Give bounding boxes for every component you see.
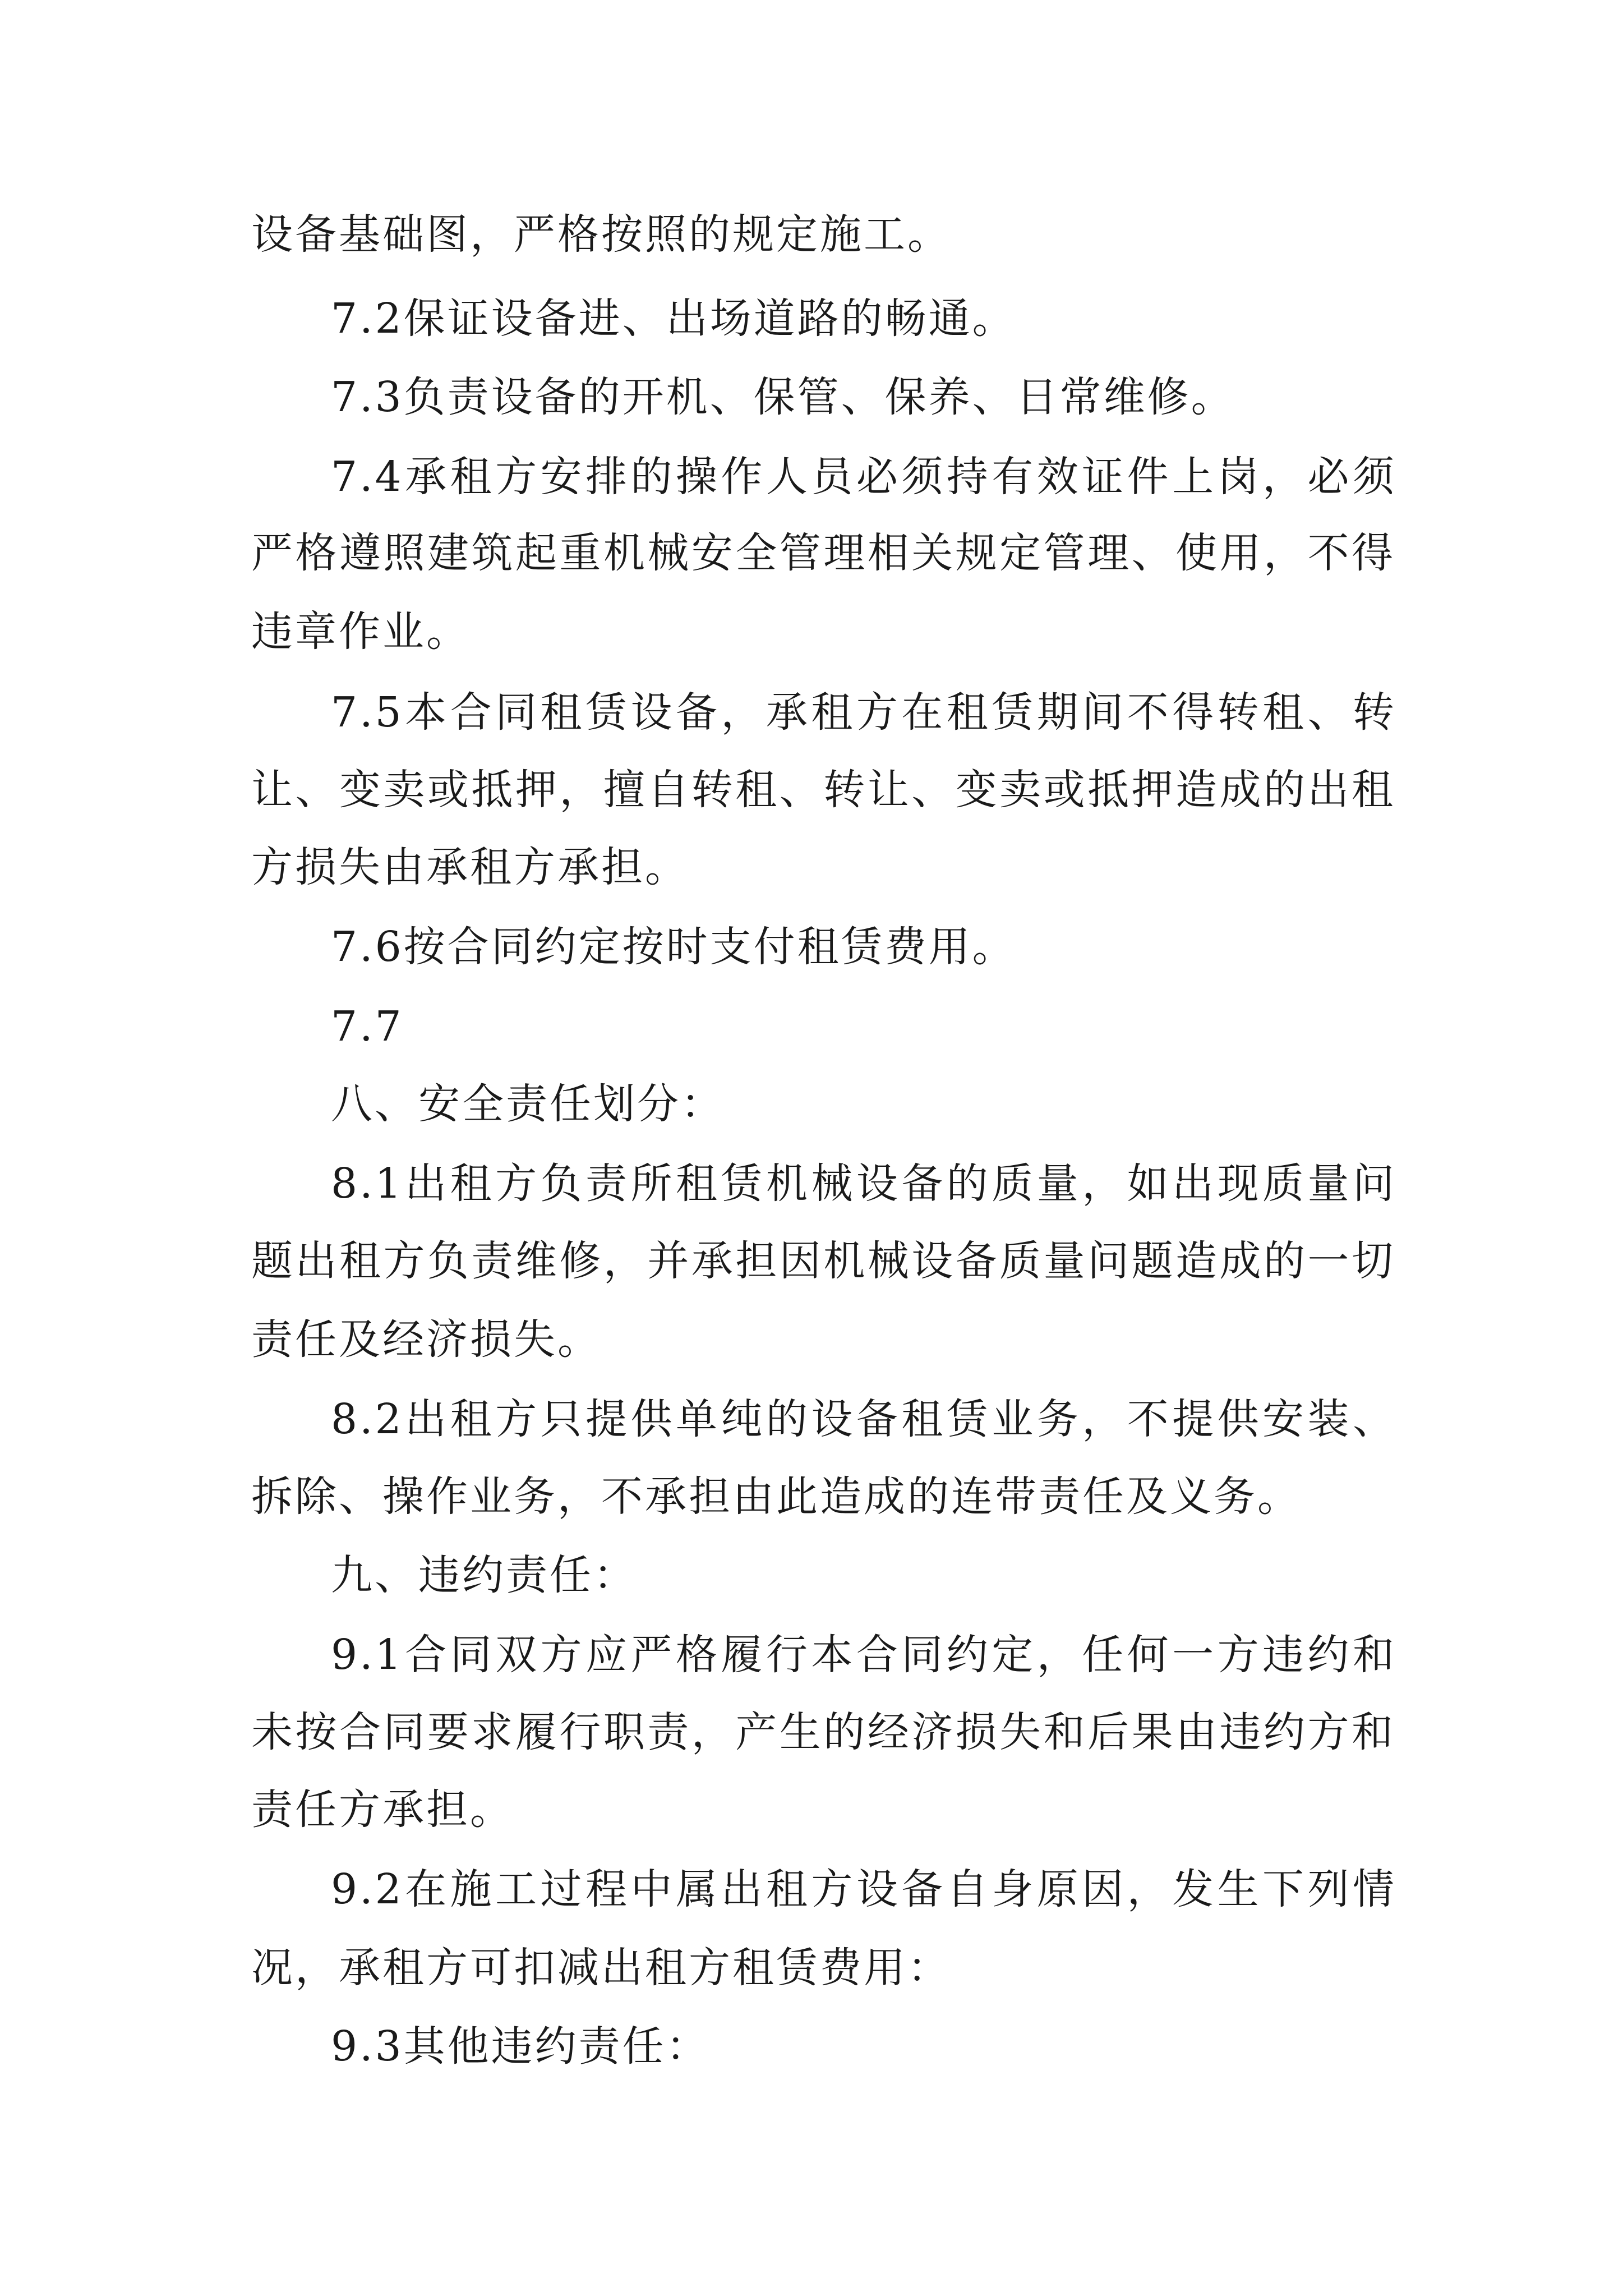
text-line: 设备基础图，严格按照的规定施工。: [251, 210, 951, 259]
clause-7-4: 7.4承租方安排的操作人员必须持有效证件上岗，必须: [331, 453, 1396, 501]
text-line: 违章作业。: [251, 608, 470, 656]
clause-9-2: 9.2在施工过程中属出租方设备自身原因，发生下列情: [331, 1865, 1396, 1913]
text-line: 拆除、操作业务，不承担由此造成的连带责任及义务。: [251, 1473, 1301, 1521]
text-line: 方损失由承租方承担。: [251, 843, 689, 891]
clause-7-5: 7.5本合同租赁设备，承租方在租赁期间不得转租、转: [331, 688, 1396, 737]
text-line: 题出租方负责维修，并承担因机械设备质量问题造成的一切: [251, 1237, 1395, 1285]
text-line: 未按合同要求履行职责，产生的经济损失和后果由违约方和: [251, 1708, 1395, 1756]
text-line: 责任方承担。: [251, 1786, 514, 1834]
clause-7-7: 7.7: [331, 1002, 404, 1051]
clause-7-6: 7.6按合同约定按时支付租赁费用。: [331, 923, 1016, 971]
section-heading-9: 九、违约责任：: [331, 1551, 637, 1599]
text-line: 让、变卖或抵押，擅自转租、转让、变卖或抵押造成的出租: [251, 766, 1395, 814]
clause-9-1: 9.1合同双方应严格履行本合同约定，任何一方违约和: [331, 1631, 1396, 1679]
clause-7-3: 7.3负责设备的开机、保管、保养、日常维修。: [331, 373, 1235, 421]
text-line: 责任及经济损失。: [251, 1315, 601, 1364]
clause-9-3: 9.3其他违约责任：: [331, 2022, 710, 2070]
text-line: 严格遵照建筑起重机械安全管理相关规定管理、使用，不得: [251, 529, 1395, 577]
clause-8-1: 8.1出租方负责所租赁机械设备的质量，如出现质量问: [331, 1159, 1396, 1208]
text-line: 况，承租方可扣减出租方租赁费用：: [251, 1944, 951, 1992]
clause-8-2: 8.2出租方只提供单纯的设备租赁业务，不提供安装、: [331, 1395, 1396, 1443]
clause-7-2: 7.2保证设备进、出场道路的畅通。: [331, 295, 1016, 343]
section-heading-8: 八、安全责任划分：: [331, 1080, 725, 1128]
